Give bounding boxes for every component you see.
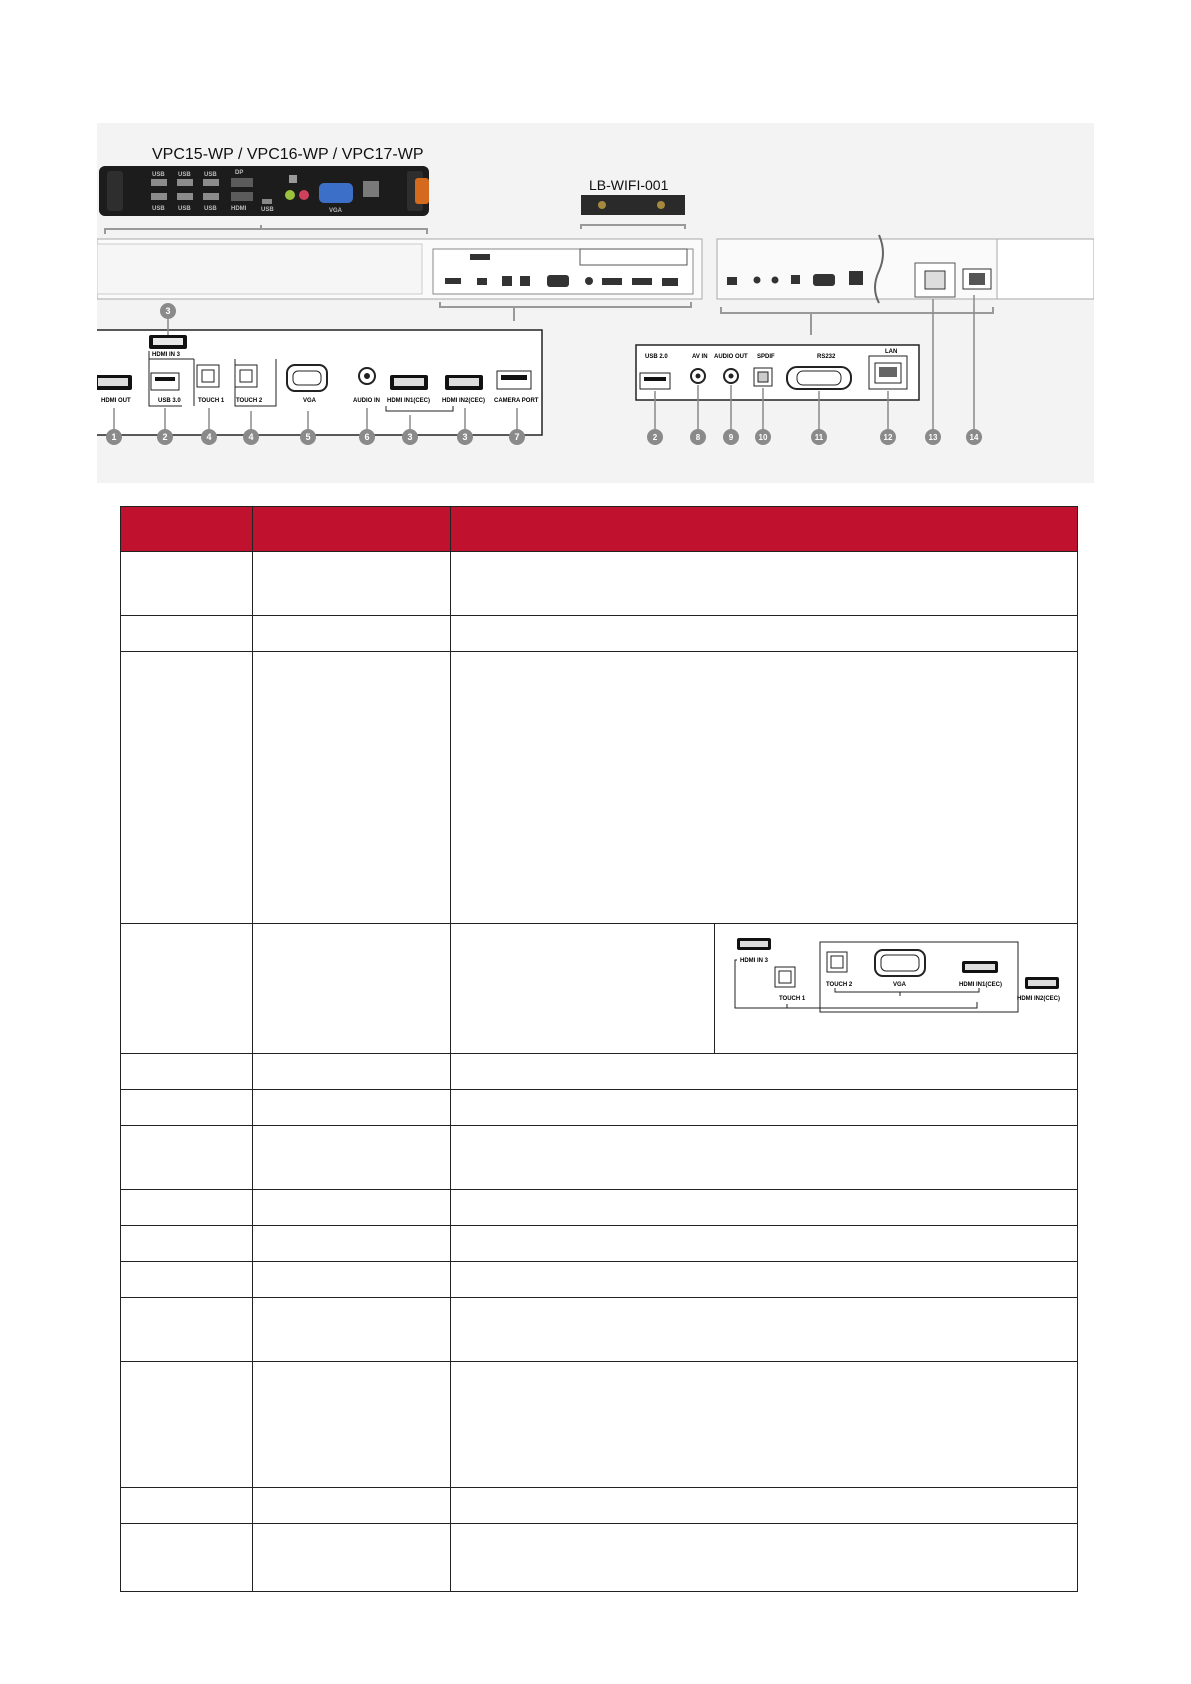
- inset-touch2: TOUCH 2: [826, 982, 853, 988]
- table-row: [121, 1090, 1078, 1126]
- touch-mapping-inset: [715, 924, 1077, 1053]
- label-usb30: USB 3.0: [158, 398, 181, 404]
- wifi-module: [581, 195, 685, 215]
- callout-l2: 2: [162, 432, 168, 442]
- port-rs232: [787, 367, 851, 389]
- port-usb30: [151, 373, 179, 390]
- inset-vga: VGA: [893, 982, 907, 988]
- dp-port-icon: [231, 178, 253, 187]
- table-row: [121, 1126, 1078, 1190]
- callout-l4: 4: [248, 432, 254, 442]
- callout-r6: 12: [883, 433, 893, 442]
- inset-hdmi-in1: HDMI IN1(CEC): [959, 982, 1002, 988]
- label-hdmi-in1: HDMI IN1(CEC): [387, 398, 430, 404]
- label-vga: VGA: [303, 398, 317, 404]
- table-header-cell: [451, 507, 1078, 552]
- port-touch1: [197, 365, 219, 387]
- table-row: [121, 616, 1078, 652]
- callout-r1: 2: [652, 433, 658, 442]
- port-touch2: [235, 365, 257, 387]
- audio-jack-pink-icon: [299, 190, 309, 200]
- table-row: [121, 1524, 1078, 1592]
- pc-lan-port-icon: [363, 181, 379, 197]
- label-camera-port: CAMERA PORT: [494, 398, 539, 404]
- pc-dp-label: DP: [235, 170, 244, 176]
- label-usb20: USB 2.0: [645, 354, 668, 360]
- table-row: [121, 924, 1078, 1054]
- table-row: [121, 1226, 1078, 1262]
- label-av-in: AV IN: [692, 354, 708, 360]
- table-header-cell: [121, 507, 253, 552]
- inset-hdmi-in2: HDMI IN2(CEC): [1017, 996, 1060, 1002]
- label-audio-in: AUDIO IN: [353, 398, 380, 404]
- svg-text:USB: USB: [204, 206, 217, 212]
- label-spdif: SPDIF: [757, 354, 775, 360]
- callout-l1: 1: [111, 432, 117, 442]
- svg-text:USB: USB: [261, 207, 274, 213]
- port-spdif: [754, 368, 772, 386]
- callout-r7: 13: [928, 433, 938, 442]
- port-hdmi-in1: [390, 375, 428, 390]
- svg-text:USB: USB: [152, 206, 165, 212]
- label-hdmi-in2: HDMI IN2(CEC): [442, 398, 485, 404]
- label-touch2: TOUCH 2: [236, 398, 263, 404]
- callout-l7: 3: [407, 432, 413, 442]
- hdmi-port-icon: [231, 192, 253, 201]
- pc-vga-label: VGA: [329, 208, 343, 214]
- svg-text:USB: USB: [204, 172, 217, 178]
- connector-panel-figure: [97, 123, 1094, 483]
- port-camera: [497, 371, 531, 389]
- table-row: [121, 552, 1078, 616]
- callout-l3: 4: [206, 432, 212, 442]
- svg-text:USB: USB: [178, 206, 191, 212]
- callout-r3: 9: [728, 433, 734, 442]
- callout-l9: 7: [514, 432, 520, 442]
- port-lan: [869, 356, 907, 389]
- callout-r4: 10: [758, 433, 768, 442]
- inset-touch1: TOUCH 1: [779, 996, 806, 1002]
- callout-l8: 3: [462, 432, 468, 442]
- pc-module-title: VPC15-WP / VPC16-WP / VPC17-WP: [152, 146, 424, 163]
- port-vga: [287, 365, 327, 391]
- port-av-in: [691, 369, 705, 383]
- table-row: [121, 652, 1078, 924]
- port-audio-in: [359, 368, 375, 384]
- callout-r5: 11: [814, 433, 824, 442]
- label-touch1: TOUCH 1: [198, 398, 225, 404]
- usb-c-port-icon: [262, 199, 272, 204]
- port-hdmi-out: [97, 375, 132, 390]
- table-header-cell: [253, 507, 451, 552]
- io-spec-table: [120, 506, 1078, 1592]
- callout-top: 3: [165, 306, 171, 316]
- table-row: [121, 1054, 1078, 1090]
- callout-r2: 8: [695, 433, 701, 442]
- label-hdmi-in3: HDMI IN 3: [152, 352, 181, 358]
- label-rs232: RS232: [817, 354, 836, 360]
- table-header-row: [121, 507, 1078, 552]
- inset-hdmi-in3: HDMI IN 3: [740, 958, 769, 964]
- pc-vga-port-icon: [319, 183, 353, 203]
- label-hdmi-out: HDMI OUT: [101, 398, 131, 404]
- lock-icon: [289, 175, 297, 183]
- table-row: [121, 1262, 1078, 1298]
- callout-l5: 5: [305, 432, 311, 442]
- label-audio-out: AUDIO OUT: [714, 354, 748, 360]
- wifi-module-title: LB-WIFI-001: [589, 177, 669, 193]
- audio-jack-green-icon: [285, 190, 295, 200]
- callout-l6: 6: [364, 432, 370, 442]
- pc-eject-handle: [415, 178, 429, 204]
- callout-r8: 14: [969, 433, 979, 442]
- pc-hdmi-label: HDMI: [231, 206, 247, 212]
- pc-module: [99, 166, 429, 216]
- table-row: [121, 1488, 1078, 1524]
- table-row: [121, 1362, 1078, 1488]
- port-audio-out: [724, 369, 738, 383]
- table-row: [121, 1190, 1078, 1226]
- svg-text:USB: USB: [178, 172, 191, 178]
- port-hdmi-in2: [445, 375, 483, 390]
- table-row: [121, 1298, 1078, 1362]
- port-usb20: [640, 373, 670, 389]
- label-lan: LAN: [885, 349, 898, 355]
- pc-usb-label: USB: [152, 172, 165, 178]
